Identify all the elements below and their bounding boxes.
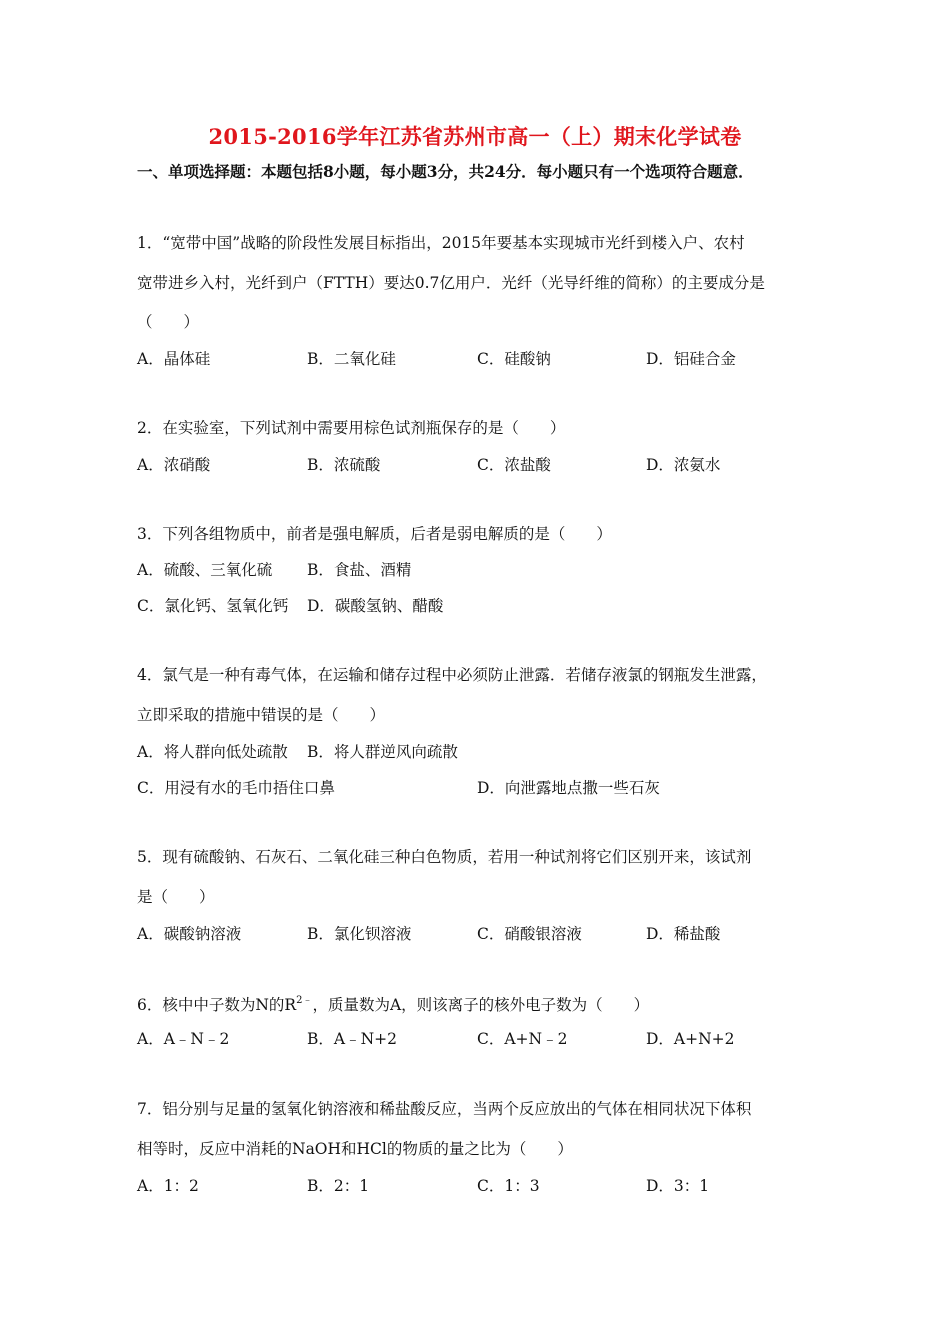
section-heading: 一、单项选择题：本题包括8小题，每小题3分，共24分．每小题只有一个选项符合题意．	[137, 162, 754, 181]
question-3-line-1: 3．下列各组物质中，前者是强电解质，后者是弱电解质的是（ ）	[137, 525, 612, 543]
page-title: 2015-2016学年江苏省苏州市高一（上）期末化学试卷	[208, 124, 742, 149]
question-2-option-c: C．浓盐酸	[477, 456, 551, 474]
question-1-option-c: C．硅酸钠	[477, 350, 551, 368]
question-4-option-b: B．将人群逆风向疏散	[307, 743, 458, 761]
question-5-option-c: C．硝酸银溶液	[477, 925, 582, 943]
question-3-option-c: C．氯化钙、氢氧化钙	[137, 597, 289, 615]
question-1-line-2: 宽带进乡入村，光纤到户（FTTH）要达0.7亿用户．光纤（光导纤维的简称）的主要成分是	[137, 274, 765, 292]
question-1-option-d: D．铝硅合金	[646, 350, 736, 368]
question-4-line-2: 立即采取的措施中错误的是（ ）	[137, 706, 386, 724]
question-6-option-b: B．A﹣N+2	[307, 1030, 397, 1048]
question-3-option-b: B．食盐、酒精	[307, 561, 412, 579]
question-1-line-3: （ ）	[137, 313, 200, 331]
question-5-line-2: 是（ ）	[137, 888, 215, 906]
question-1-option-a: A．晶体硅	[137, 350, 211, 368]
question-3-option-a: A．硫酸、三氧化硫	[137, 561, 273, 579]
question-5-option-a: A．碳酸钠溶液	[137, 925, 242, 943]
question-6-line-1	[137, 991, 649, 1015]
question-1-line-1: 1．“宽带中国”战略的阶段性发展目标指出，2015年要基本实现城市光纤到楼入户、农村	[137, 234, 745, 252]
question-4-line-1: 4．氯气是一种有毒气体，在运输和储存过程中必须防止泄露．若储存液氯的钢瓶发生泄露，	[137, 666, 767, 684]
question-4-option-a: A．将人群向低处疏散	[137, 743, 288, 761]
question-2-option-b: B．浓硫酸	[307, 456, 381, 474]
question-6-option-c: C．A+N﹣2	[477, 1030, 568, 1048]
question-4-option-d: D．向泄露地点撒一些石灰	[477, 779, 660, 797]
question-5-option-b: B．氯化钡溶液	[307, 925, 412, 943]
question-5-line-1: 5．现有硫酸钠、石灰石、二氧化硅三种白色物质，若用一种试剂将它们区别开来，该试剂	[137, 848, 752, 866]
question-1-option-b: B．二氧化硅	[307, 350, 396, 368]
question-2-option-d: D．浓氨水	[646, 456, 721, 474]
charge-superscript: 2﹣	[296, 995, 313, 1006]
question-5-option-d: D．稀盐酸	[646, 925, 721, 943]
question-2-line-1: 2．在实验室，下列试剂中需要用棕色试剂瓶保存的是（ ）	[137, 419, 566, 437]
question-4-option-c: C．用浸有水的毛巾捂住口鼻	[137, 779, 335, 797]
question-7-option-c: C．1：3	[477, 1177, 540, 1195]
question-7-option-a: A．1：2	[137, 1177, 199, 1195]
question-6-option-d: D．A+N+2	[646, 1030, 735, 1048]
question-2-option-a: A．浓硝酸	[137, 456, 211, 474]
question-3-option-d: D．碳酸氢钠、醋酸	[307, 597, 444, 615]
question-6-option-a: A．A﹣N﹣2	[137, 1030, 230, 1048]
question-7-option-d: D．3：1	[646, 1177, 710, 1195]
question-6-text-post: ，质量数为A，则该离子的核外电子数为（ ）	[312, 996, 650, 1014]
question-7-option-b: B．2：1	[307, 1177, 370, 1195]
question-7-line-1: 7．铝分别与足量的氢氧化钠溶液和稀盐酸反应，当两个反应放出的气体在相同状况下体积	[137, 1100, 752, 1118]
question-6-text-pre: 6．核中中子数为N的R	[137, 996, 297, 1014]
question-7-line-2: 相等时，反应中消耗的NaOH和HCl的物质的量之比为（ ）	[137, 1140, 573, 1158]
